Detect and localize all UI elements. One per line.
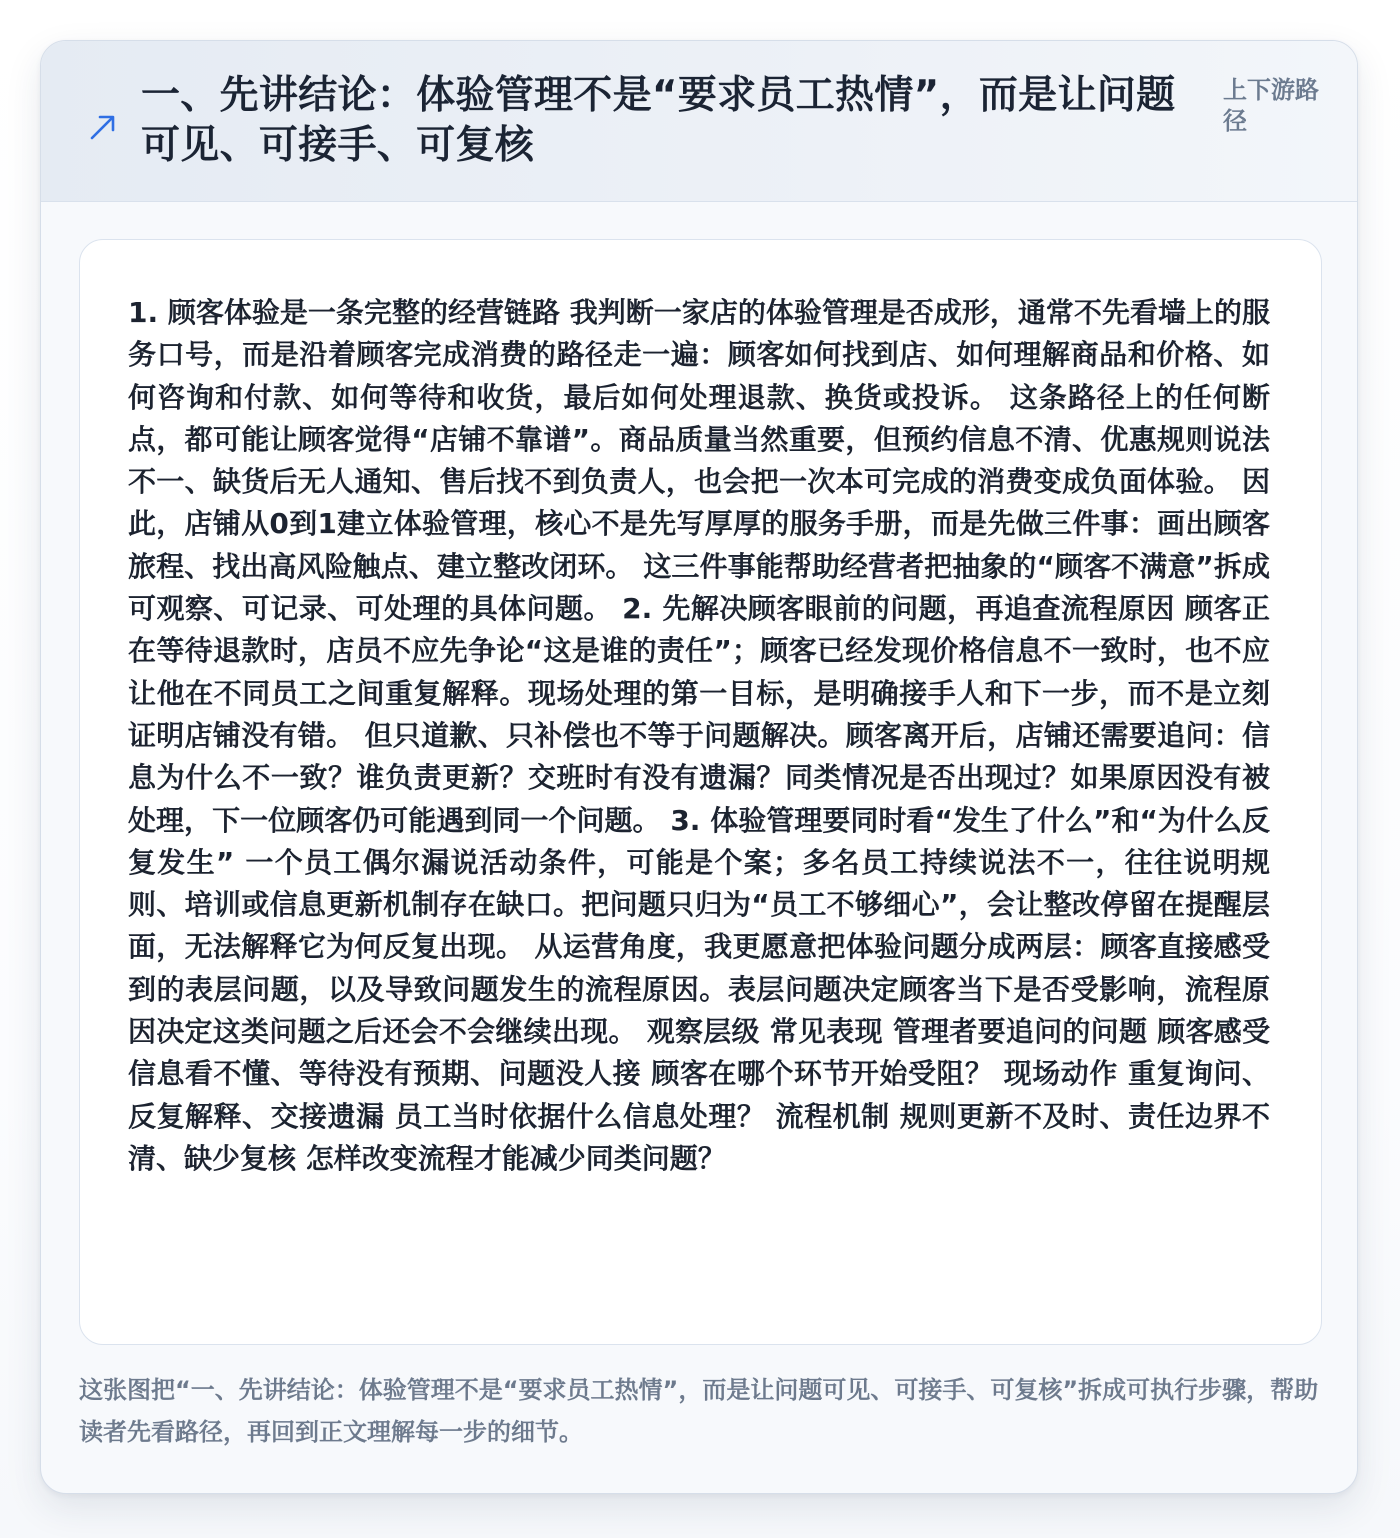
figure-card	[40, 40, 1358, 1494]
page-title: 一、先讲结论：体验管理不是“要求员工热情”，而是让问题可见、可接手、可复核	[141, 73, 1176, 168]
content-panel	[79, 239, 1322, 1345]
arrow-up-right-icon	[85, 109, 121, 145]
card-header	[41, 41, 1358, 202]
body-text: 1. 顾客体验是一条完整的经营链路 我判断一家店的体验管理是否成形，通常不先看墙上的服务口号，而是沿着顾客完成消费的路径走一遍：顾客如何找到店、如何理解商品和价格、如何咨询和付款、如何等待和收货，最后如何处理退款、换货或投诉。 这条路径上的任何断点，都可能让顾客觉得“店铺不靠谱”。商品质量当然重要，但预约信息不清、优惠规则说法不一、缺货后无人通知、售后找不到负责人，也会把一次本可完成的消费变成负面体验。 因此，店铺从0到1建立体验管理，核心不是先写厚厚的服务手册，而是先做三件事：画出顾客旅程、找出高风险触点、建立整改闭环。 这三件事能帮助经营者把抽象的“顾客不满意”拆成可观察、可记录、可处理的具体问题。 2. 先解决顾客眼前的问题，再追查流程原因 顾客正在等待退款时，店员不应先争论“这是谁的责任”；顾客已经发现价格信息不一致时，也不应让他在不同员工之间重复解释。现场处理的第一目标，是明确接手人和下一步，而不是立刻证明店铺没有错。 但只道歉、只补偿也不等于问题解决。顾客离开后，店铺还需要追问：信息为什么不一致？谁负责更新？交班时有没有遗漏？同类情况是否出现过？如果原因没有被处理，下一位顾客仍可能遇到同一个问题。 3. 体验管理要同时看“发生了什么”和“为什么反复发生” 一个员工偶尔漏说活动条件，可能是个案；多名员工持续说法不一，往往说明规则、培训或信息更新机制存在缺口。把问题只归为“员工不够细心”，会让整改停留在提醒层面，无法解释它为何反复出现。 从运营角度，我更愿意把体验问题分成两层：顾客直接感受到的表层问题，以及导致问题发生的流程原因。表层问题决定顾客当下是否受影响，流程原因决定这类问题之后还会不会继续出现。 观察层级 常见表现 管理者要追问的问题 顾客感受 信息看不懂、等待没有预期、问题没人接 顾客在哪个环节开始受阻？ 现场动作 重复询问、反复解释、交接遗漏 员工当时依据什么信息处理？ 流程机制 规则更新不及时、责任边界不清、缺少复核 怎样改变流程才能减少同类问题？	[128, 296, 1270, 1175]
figure-caption: 这张图把“一、先讲结论：体验管理不是“要求员工热情”，而是让问题可见、可接手、可复核”拆成可执行步骤，帮助读者先看路径，再回到正文理解每一步的细节。	[79, 1376, 1319, 1446]
path-tag: 上下游路径	[1223, 76, 1319, 135]
